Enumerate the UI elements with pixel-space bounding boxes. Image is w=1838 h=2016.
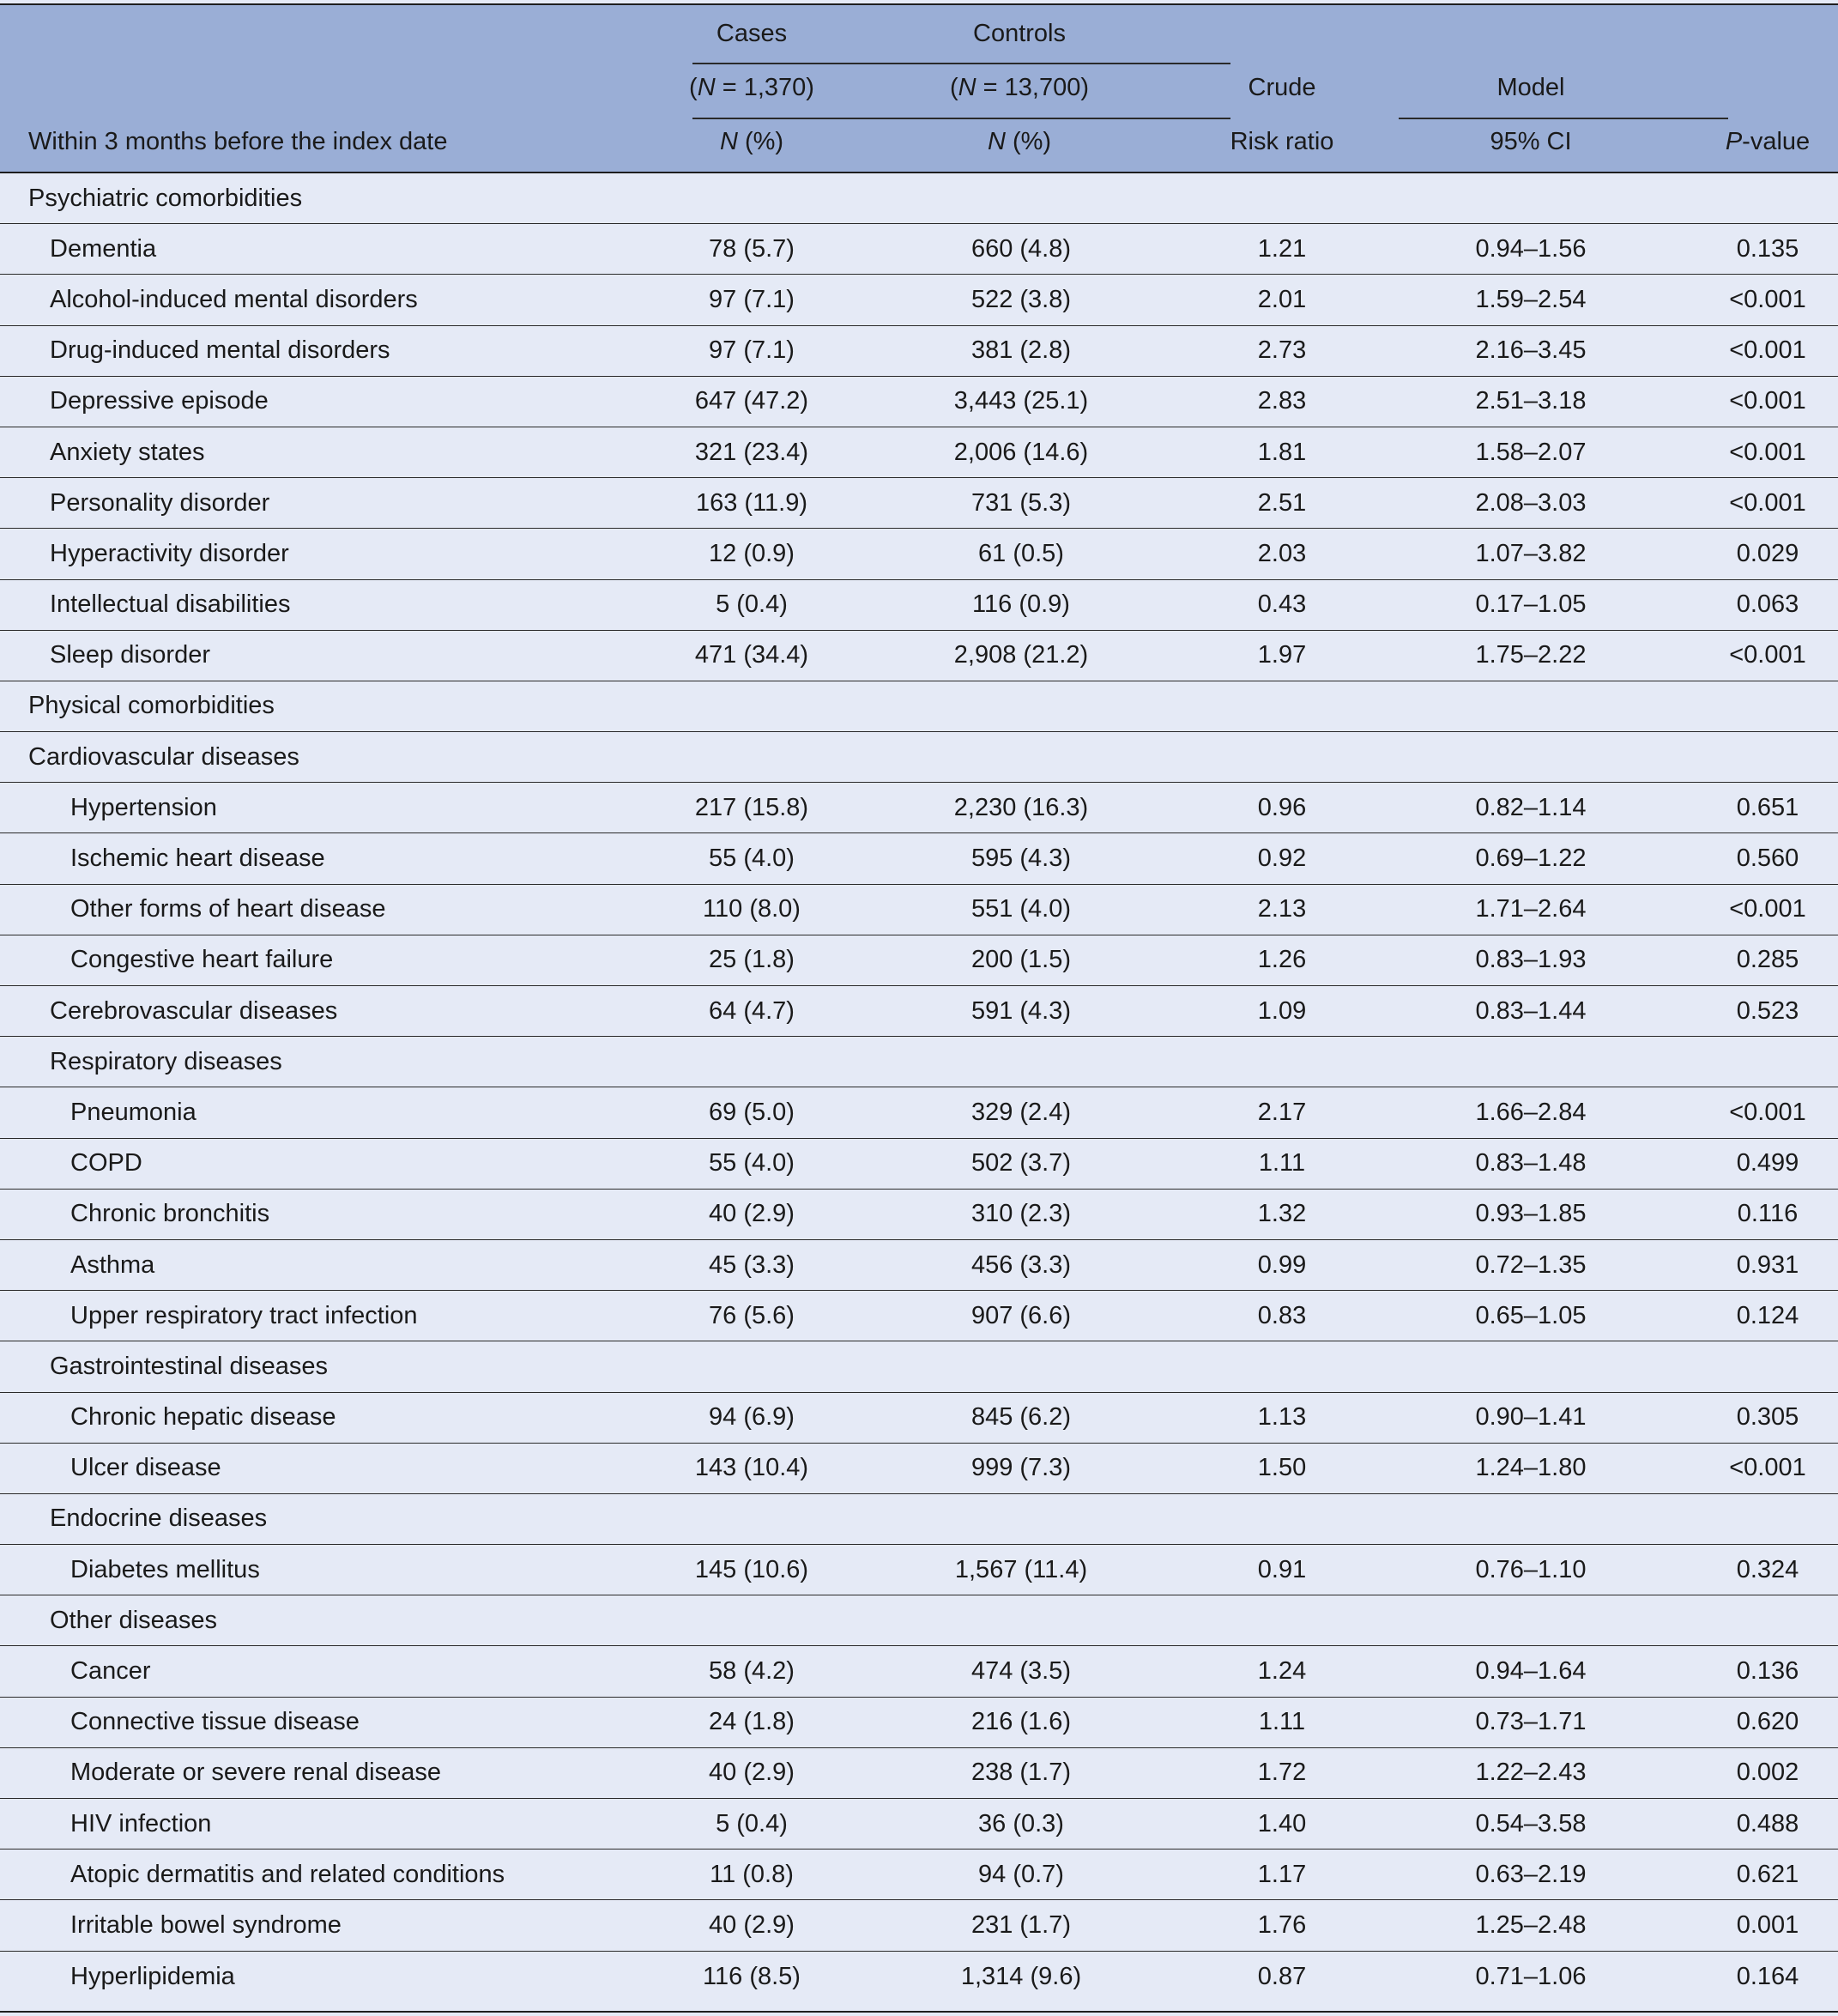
cases-cell: 64 (4.7) (709, 996, 795, 1025)
p-value-cell: 0.488 (1736, 1809, 1799, 1837)
row-label: Upper respiratory tract infection (70, 1301, 418, 1329)
ci-cell: 0.83–1.44 (1475, 996, 1587, 1025)
section-label: Cardiovascular diseases (28, 742, 299, 771)
table-row (0, 377, 1838, 427)
table-body (0, 173, 1838, 2002)
row-label: Chronic hepatic disease (70, 1403, 336, 1432)
row-label: Connective tissue disease (70, 1708, 360, 1736)
ci-cell: 0.73–1.71 (1475, 1708, 1587, 1736)
risk-ratio-cell: 1.26 (1257, 946, 1307, 974)
ci-cell: 1.75–2.22 (1475, 641, 1587, 669)
header-crude: Crude (1248, 74, 1316, 101)
risk-ratio-cell: 1.11 (1258, 1708, 1306, 1736)
risk-ratio-cell: 1.24 (1257, 1657, 1307, 1686)
section-row (0, 1341, 1838, 1392)
table-row (0, 1748, 1838, 1799)
risk-ratio-cell: 1.13 (1257, 1403, 1307, 1432)
p-value-cell: 0.499 (1736, 1149, 1799, 1178)
table-row (0, 1139, 1838, 1190)
risk-ratio-cell: 0.96 (1257, 793, 1307, 821)
table-row (0, 326, 1838, 377)
ci-cell: 1.07–3.82 (1475, 539, 1587, 567)
controls-cell: 474 (3.5) (970, 1657, 1072, 1686)
row-label: Intellectual disabilities (50, 590, 291, 619)
controls-cell: 907 (6.6) (970, 1301, 1072, 1329)
p-value-cell: 0.651 (1736, 793, 1799, 821)
risk-ratio-cell: 1.72 (1257, 1759, 1307, 1787)
table-row (0, 986, 1838, 1037)
controls-cell: 231 (1.7) (970, 1910, 1072, 1939)
p-value-cell: <0.001 (1729, 1098, 1806, 1126)
controls-cell: 551 (4.0) (970, 895, 1072, 923)
section-row (0, 1037, 1838, 1087)
controls-cell: 1,567 (11.4) (954, 1555, 1088, 1583)
risk-ratio-cell: 1.32 (1257, 1200, 1307, 1228)
row-label: Diabetes mellitus (70, 1555, 260, 1583)
controls-cell: 310 (2.3) (970, 1200, 1072, 1228)
controls-cell: 999 (7.3) (970, 1454, 1072, 1482)
risk-ratio-cell: 2.51 (1257, 488, 1307, 517)
controls-cell: 595 (4.3) (970, 845, 1072, 873)
controls-cell: 238 (1.7) (970, 1759, 1072, 1787)
cases-cell: 40 (2.9) (709, 1200, 795, 1228)
row-label: Alcohol-induced mental disorders (50, 285, 418, 313)
table-row (0, 224, 1838, 275)
p-value-cell: 0.931 (1736, 1250, 1799, 1279)
risk-ratio-cell: 1.17 (1257, 1860, 1307, 1888)
ci-cell: 1.59–2.54 (1475, 285, 1587, 313)
table-row (0, 1698, 1838, 1748)
controls-cell: 2,908 (21.2) (953, 641, 1089, 669)
cases-cell: 76 (5.6) (709, 1301, 795, 1329)
ci-cell: 0.63–2.19 (1475, 1860, 1587, 1888)
section-row (0, 681, 1838, 732)
controls-cell: 591 (4.3) (970, 996, 1072, 1025)
risk-ratio-cell: 1.11 (1258, 1149, 1306, 1178)
controls-cell: 36 (0.3) (978, 1809, 1064, 1837)
ci-cell: 2.51–3.18 (1475, 387, 1587, 415)
p-value-cell: <0.001 (1729, 387, 1806, 415)
header-row-label: Within 3 months before the index date (28, 128, 448, 155)
table-row (0, 478, 1838, 529)
p-value-cell: 0.116 (1737, 1200, 1799, 1228)
section-label: Gastrointestinal diseases (50, 1352, 328, 1380)
section-label: Physical comorbidities (28, 692, 275, 720)
row-label: Hyperlipidemia (70, 1962, 235, 1990)
row-label: Depressive episode (50, 387, 269, 415)
ci-cell: 0.94–1.56 (1475, 234, 1587, 263)
row-label: Ulcer disease (70, 1454, 221, 1482)
table-row (0, 1900, 1838, 1951)
cases-cell: 25 (1.8) (709, 946, 795, 974)
p-value-cell: 0.124 (1736, 1301, 1799, 1329)
table-row (0, 427, 1838, 478)
ci-cell: 1.71–2.64 (1475, 895, 1587, 923)
header-controls-n: (N = 13,700) (949, 74, 1090, 101)
table-row (0, 275, 1838, 325)
risk-ratio-cell: 1.50 (1257, 1454, 1307, 1482)
table-row (0, 1444, 1838, 1494)
row-label: Personality disorder (50, 488, 270, 517)
p-value-cell: 0.164 (1736, 1962, 1799, 1990)
section-label: Other diseases (50, 1606, 218, 1634)
table-row (0, 783, 1838, 833)
row-label: Hyperactivity disorder (50, 539, 289, 567)
cases-cell: 55 (4.0) (709, 845, 795, 873)
cases-cell: 55 (4.0) (709, 1149, 795, 1178)
ci-cell: 0.17–1.05 (1475, 590, 1587, 619)
controls-cell: 3,443 (25.1) (953, 387, 1089, 415)
cases-cell: 471 (34.4) (694, 641, 809, 669)
ci-cell: 1.24–1.80 (1475, 1454, 1587, 1482)
risk-ratio-cell: 1.09 (1257, 996, 1307, 1025)
risk-ratio-cell: 0.83 (1257, 1301, 1307, 1329)
ci-cell: 0.94–1.64 (1475, 1657, 1587, 1686)
section-row (0, 1494, 1838, 1545)
p-value-cell: <0.001 (1729, 641, 1806, 669)
row-label: Anxiety states (50, 438, 205, 466)
risk-ratio-cell: 2.17 (1257, 1098, 1307, 1126)
p-value-cell: 0.620 (1736, 1708, 1799, 1736)
ci-cell: 2.16–3.45 (1475, 336, 1587, 365)
risk-ratio-cell: 2.83 (1257, 387, 1307, 415)
cases-cell: 116 (8.5) (703, 1962, 801, 1990)
cases-cell: 647 (47.2) (694, 387, 809, 415)
header-controls-unit: N (%) (987, 128, 1052, 155)
row-label: Congestive heart failure (70, 946, 334, 974)
ci-cell: 0.83–1.48 (1475, 1149, 1587, 1178)
risk-ratio-cell: 0.87 (1257, 1962, 1307, 1990)
row-label: Asthma (70, 1250, 155, 1279)
cases-cell: 58 (4.2) (709, 1657, 795, 1686)
controls-cell: 94 (0.7) (978, 1860, 1064, 1888)
risk-ratio-cell: 0.43 (1257, 590, 1307, 619)
row-label: Dementia (50, 234, 157, 263)
ci-cell: 0.76–1.10 (1475, 1555, 1587, 1583)
p-value-cell: <0.001 (1729, 488, 1806, 517)
table-row (0, 1545, 1838, 1595)
cases-cell: 110 (8.0) (703, 895, 801, 923)
controls-cell: 1,314 (9.6) (960, 1962, 1082, 1990)
p-value-cell: 0.621 (1736, 1860, 1799, 1888)
controls-cell: 731 (5.3) (970, 488, 1072, 517)
table-row (0, 1799, 1838, 1850)
p-value-cell: <0.001 (1729, 1454, 1806, 1482)
header-cases-unit: N (%) (719, 128, 784, 155)
table-row (0, 580, 1838, 631)
p-value-cell: 0.135 (1736, 234, 1799, 263)
bottom-rule (0, 2011, 1838, 2013)
table-row (0, 833, 1838, 884)
controls-cell: 116 (0.9) (972, 590, 1070, 619)
ci-cell: 0.93–1.85 (1475, 1200, 1587, 1228)
risk-ratio-cell: 1.81 (1257, 438, 1307, 466)
row-label: Other forms of heart disease (70, 895, 386, 923)
p-value-cell: <0.001 (1729, 285, 1806, 313)
section-label: Psychiatric comorbidities (28, 184, 303, 212)
row-label: Atopic dermatitis and related conditions (70, 1860, 505, 1888)
controls-cell: 381 (2.8) (970, 336, 1072, 365)
spanner-rule-model (1399, 118, 1728, 119)
cases-cell: 143 (10.4) (694, 1454, 809, 1482)
table-row (0, 529, 1838, 579)
cases-cell: 40 (2.9) (709, 1910, 795, 1939)
cases-cell: 11 (0.8) (710, 1860, 794, 1888)
cases-cell: 5 (0.4) (716, 1809, 788, 1837)
cases-cell: 163 (11.9) (695, 488, 808, 517)
row-label: Ischemic heart disease (70, 845, 325, 873)
row-label: HIV infection (70, 1809, 212, 1837)
p-value-cell: 0.002 (1736, 1759, 1799, 1787)
ci-cell: 1.66–2.84 (1475, 1098, 1587, 1126)
controls-cell: 2,006 (14.6) (953, 438, 1089, 466)
risk-ratio-cell: 0.92 (1257, 845, 1307, 873)
cases-cell: 217 (15.8) (694, 793, 809, 821)
table-row (0, 885, 1838, 935)
row-label: Moderate or severe renal disease (70, 1759, 442, 1787)
table-row (0, 1087, 1838, 1138)
ci-cell: 0.65–1.05 (1475, 1301, 1587, 1329)
p-value-cell: <0.001 (1729, 438, 1806, 466)
cases-cell: 69 (5.0) (709, 1098, 795, 1126)
controls-cell: 329 (2.4) (970, 1098, 1072, 1126)
controls-cell: 522 (3.8) (970, 285, 1072, 313)
section-label: Respiratory diseases (50, 1047, 282, 1075)
row-label: Cerebrovascular diseases (50, 996, 338, 1025)
p-value-cell: 0.063 (1736, 590, 1799, 619)
risk-ratio-cell: 0.99 (1257, 1250, 1307, 1279)
section-label: Endocrine diseases (50, 1504, 268, 1533)
section-row (0, 732, 1838, 783)
controls-cell: 61 (0.5) (978, 539, 1064, 567)
row-label: Sleep disorder (50, 641, 210, 669)
table-row (0, 1190, 1838, 1240)
table-row (0, 1646, 1838, 1697)
cases-cell: 145 (10.6) (694, 1555, 809, 1583)
table-row (0, 1850, 1838, 1900)
cases-cell: 5 (0.4) (716, 590, 788, 619)
cases-cell: 97 (7.1) (709, 336, 795, 365)
p-value-cell: <0.001 (1729, 895, 1806, 923)
p-value-cell: 0.136 (1736, 1657, 1799, 1686)
section-row (0, 173, 1838, 224)
cases-cell: 321 (23.4) (694, 438, 809, 466)
controls-cell: 456 (3.3) (970, 1250, 1072, 1279)
row-label: COPD (70, 1149, 142, 1178)
controls-cell: 660 (4.8) (970, 234, 1072, 263)
risk-ratio-cell: 2.01 (1257, 285, 1307, 313)
ci-cell: 2.08–3.03 (1475, 488, 1587, 517)
p-value-cell: <0.001 (1729, 336, 1806, 365)
p-value-cell: 0.305 (1736, 1403, 1799, 1432)
row-label: Drug-induced mental disorders (50, 336, 390, 365)
controls-cell: 200 (1.5) (970, 946, 1072, 974)
ci-cell: 0.72–1.35 (1475, 1250, 1587, 1279)
risk-ratio-cell: 0.91 (1257, 1555, 1307, 1583)
table-row (0, 935, 1838, 986)
table-row (0, 1291, 1838, 1341)
header-p-value: P-value (1725, 128, 1811, 155)
ci-cell: 0.54–3.58 (1475, 1809, 1587, 1837)
cases-cell: 78 (5.7) (709, 234, 795, 263)
header-cases: Cases (716, 20, 788, 47)
p-value-cell: 0.523 (1736, 996, 1799, 1025)
risk-ratio-cell: 2.13 (1257, 895, 1307, 923)
header-risk-ratio: Risk ratio (1230, 128, 1334, 155)
ci-cell: 0.82–1.14 (1475, 793, 1587, 821)
table-row (0, 1240, 1838, 1291)
row-label: Hypertension (70, 793, 217, 821)
cases-cell: 12 (0.9) (709, 539, 795, 567)
ci-cell: 0.69–1.22 (1475, 845, 1587, 873)
spanner-rule-groups (692, 63, 1230, 64)
p-value-cell: 0.029 (1736, 539, 1799, 567)
risk-ratio-cell: 1.76 (1257, 1910, 1307, 1939)
row-label: Pneumonia (70, 1098, 196, 1126)
controls-cell: 216 (1.6) (970, 1708, 1072, 1736)
risk-ratio-cell: 1.97 (1257, 641, 1307, 669)
header-cases-n: (N = 1,370) (689, 74, 814, 101)
row-label: Cancer (70, 1657, 151, 1686)
cases-cell: 45 (3.3) (709, 1250, 795, 1279)
spanner-rule-n (692, 118, 1230, 119)
table-row (0, 1393, 1838, 1444)
top-rule (0, 3, 1838, 5)
section-row (0, 1595, 1838, 1646)
p-value-cell: 0.285 (1736, 946, 1799, 974)
risk-ratio-cell: 1.21 (1257, 234, 1307, 263)
table-row (0, 1952, 1838, 2002)
ci-cell: 0.90–1.41 (1475, 1403, 1587, 1432)
header-controls: Controls (973, 20, 1066, 47)
row-label: Irritable bowel syndrome (70, 1910, 342, 1939)
cases-cell: 40 (2.9) (709, 1759, 795, 1787)
p-value-cell: 0.324 (1736, 1555, 1799, 1583)
ci-cell: 1.25–2.48 (1475, 1910, 1587, 1939)
row-label: Chronic bronchitis (70, 1200, 270, 1228)
ci-cell: 1.58–2.07 (1475, 438, 1587, 466)
cases-cell: 94 (6.9) (709, 1403, 795, 1432)
header-ci: 95% CI (1490, 128, 1572, 155)
controls-cell: 845 (6.2) (970, 1403, 1072, 1432)
header-model: Model (1496, 74, 1565, 101)
risk-ratio-cell: 2.03 (1257, 539, 1307, 567)
table-row (0, 631, 1838, 681)
p-value-cell: 0.001 (1736, 1910, 1799, 1939)
controls-cell: 502 (3.7) (970, 1149, 1072, 1178)
cases-cell: 24 (1.8) (709, 1708, 795, 1736)
ci-cell: 1.22–2.43 (1475, 1759, 1587, 1787)
risk-ratio-cell: 2.73 (1257, 336, 1307, 365)
risk-ratio-cell: 1.40 (1257, 1809, 1307, 1837)
ci-cell: 0.71–1.06 (1475, 1962, 1587, 1990)
ci-cell: 0.83–1.93 (1475, 946, 1587, 974)
p-value-cell: 0.560 (1736, 845, 1799, 873)
controls-cell: 2,230 (16.3) (953, 793, 1089, 821)
cases-cell: 97 (7.1) (709, 285, 795, 313)
